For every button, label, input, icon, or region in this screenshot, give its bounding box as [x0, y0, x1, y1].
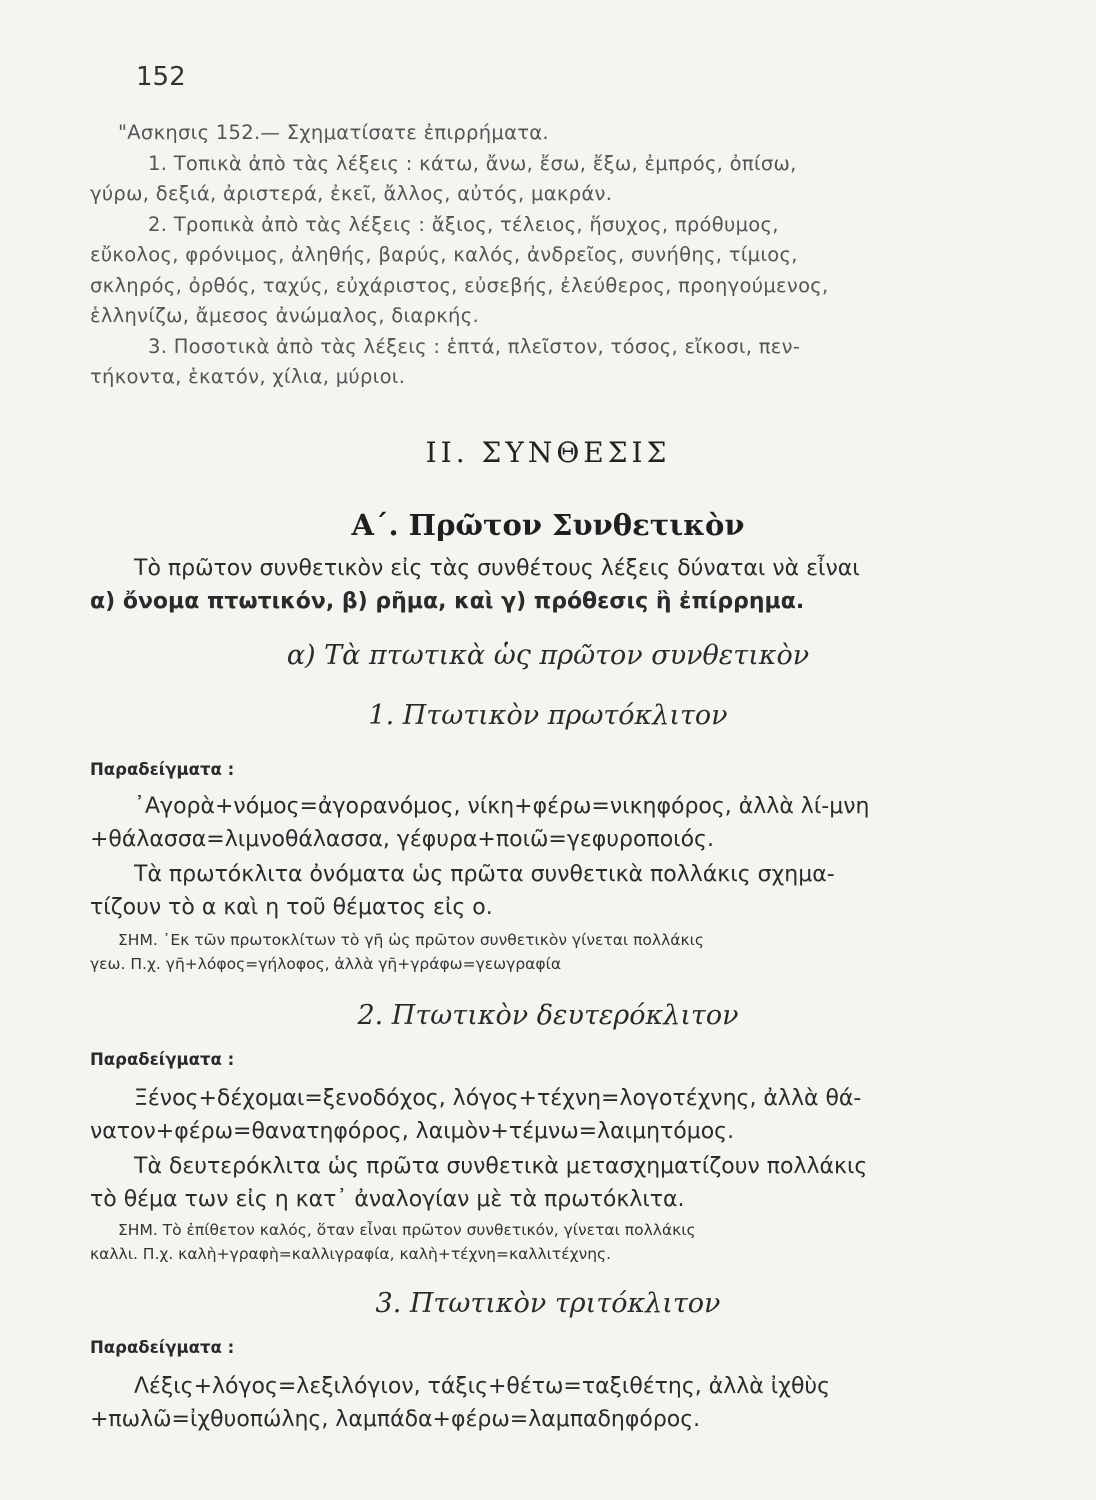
exercise-line: 2. Τροπικὰ ἀπὸ τὰς λέξεις : ἄξιος, τέλειος, ἥσυχος, πρόθυμος,	[148, 212, 779, 236]
rule-line: Τὰ δευτερόκλιτα ὡς πρῶτα συνθετικὰ μετασχηματίζουν πολλάκις	[134, 1154, 868, 1179]
part1-title: 1. Πτωτικὸν πρωτόκλιτον	[368, 700, 728, 731]
exercise-line: γύρω, δεξιά, ἀριστερά, ἐκεῖ, ἄλλος, αὐτός, μακράν.	[90, 182, 613, 205]
example-line: νατον+φέρω=θανατηφόρος, λαιμὸν+τέμνω=λαιμητόμος.	[90, 1119, 735, 1144]
page-number: 152	[136, 62, 186, 92]
heading-a: α) Τὰ πτωτικὰ ὡς πρῶτον συνθετικὸν	[286, 640, 810, 671]
example-line: Λέξις+λόγος=λεξιλόγιον, τάξις+θέτω=ταξιθέτης, ἀλλὰ ἰχθὺς	[134, 1374, 831, 1399]
exercise-line: εὔκολος, φρόνιμος, ἀληθής, βαρύς, καλός, ἀνδρεῖος, συνήθης, τίμιος,	[90, 243, 798, 266]
part2-rule	[90, 1150, 990, 1216]
part3-examples	[90, 1370, 990, 1436]
exercise-line: 1. Τοπικὰ ἀπὸ τὰς λέξεις : κάτω, ἄνω, ἔσω, ἔξω, ἐμπρός, ὀπίσω,	[148, 151, 797, 175]
note-line: ΣΗΜ. ᾿Εκ τῶν πρωτοκλίτων τὸ γῆ ὡς πρῶτον συνθετικὸν γίνεται πολλάκις	[118, 931, 704, 949]
intro-line: α) ὄνομα πτωτικόν, β) ρῆμα, καὶ γ) πρόθεσις ἢ ἐπίρρημα.	[90, 589, 805, 614]
exercise-title: "Ασκησις 152.— Σχηματίσατε ἐπιρρήματα.	[118, 121, 549, 144]
part1-rule	[90, 858, 990, 924]
subsection-heading: Α΄. Πρῶτον Συνθετικὸν	[351, 508, 745, 542]
note-line: καλλι. Π.χ. καλὴ+γραφὴ=καλλιγραφία, καλὴ+τέχνη=καλλιτέχνης.	[90, 1245, 612, 1263]
rule-line: Τὰ πρωτόκλιτα ὀνόματα ὡς πρῶτα συνθετικὰ πολλάκις σχημα-	[134, 862, 835, 887]
part2-examples	[90, 1082, 990, 1148]
example-line: Ξένος+δέχομαι=ξενοδόχος, λόγος+τέχνη=λογοτέχνης, ἀλλὰ θά-	[134, 1086, 862, 1111]
part2-title: 2. Πτωτικὸν δευτερόκλιτον	[357, 1000, 739, 1031]
part3-title: 3. Πτωτικὸν τριτόκλιτον	[375, 1288, 721, 1319]
rule-line: τὸ θέμα των εἰς η κατ᾿ ἀναλογίαν μὲ τὰ πρωτόκλιτα.	[90, 1187, 685, 1212]
example-line: +πωλῶ=ἰχθυοπώλης, λαμπάδα+φέρω=λαμπαδηφόρος.	[90, 1407, 701, 1432]
exercise-line: τήκοντα, ἑκατόν, χίλια, μύριοι.	[90, 365, 406, 388]
part1-examples	[90, 790, 990, 856]
example-line: ᾿Αγορὰ+νόμος=ἀγορανόμος, νίκη+φέρω=νικηφόρος, ἀλλὰ λί-μνη	[134, 794, 870, 819]
part2-note	[90, 1218, 988, 1266]
exercise-line: σκληρός, ὀρθός, ταχύς, εὐχάριστος, εὐσεβής, ἐλεύθερος, προηγούμενος,	[90, 273, 829, 297]
section-heading: ΙΙ. ΣΥΝΘΕΣΙΣ	[425, 436, 671, 469]
exercise-line: 3. Ποσοτικὰ ἀπὸ τὰς λέξεις : ἑπτά, πλεῖστον, τόσος, εἴκοσι, πεν-	[148, 334, 801, 358]
part2-label: Παραδείγματα :	[90, 1050, 235, 1069]
note-line: ΣΗΜ. Τὸ ἐπίθετον καλός, ὅταν εἶναι πρῶτον συνθετικόν, γίνεται πολλάκις	[118, 1221, 696, 1239]
part3-label: Παραδείγματα :	[90, 1338, 235, 1357]
intro-line: Τὸ πρῶτον συνθετικὸν εἰς τὰς συνθέτους λέξεις δύναται νὰ εἶναι	[134, 556, 860, 581]
part1-note	[90, 928, 988, 976]
note-line: γεω. Π.χ. γῆ+λόφος=γήλοφος, ἀλλὰ γῆ+γράφω=γεωγραφία	[90, 955, 562, 973]
rule-line: τίζουν τὸ α καὶ η τοῦ θέματος εἰς ο.	[90, 895, 493, 920]
exercise-block	[90, 118, 990, 393]
example-line: +θάλασσα=λιμνοθάλασσα, γέφυρα+ποιῶ=γεφυροποιός.	[90, 827, 714, 852]
exercise-line: ἑλληνίζω, ἄμεσος ἀνώμαλος, διαρκής.	[90, 304, 479, 327]
part1-label: Παραδείγματα :	[90, 760, 235, 779]
intro-paragraph	[90, 552, 990, 618]
